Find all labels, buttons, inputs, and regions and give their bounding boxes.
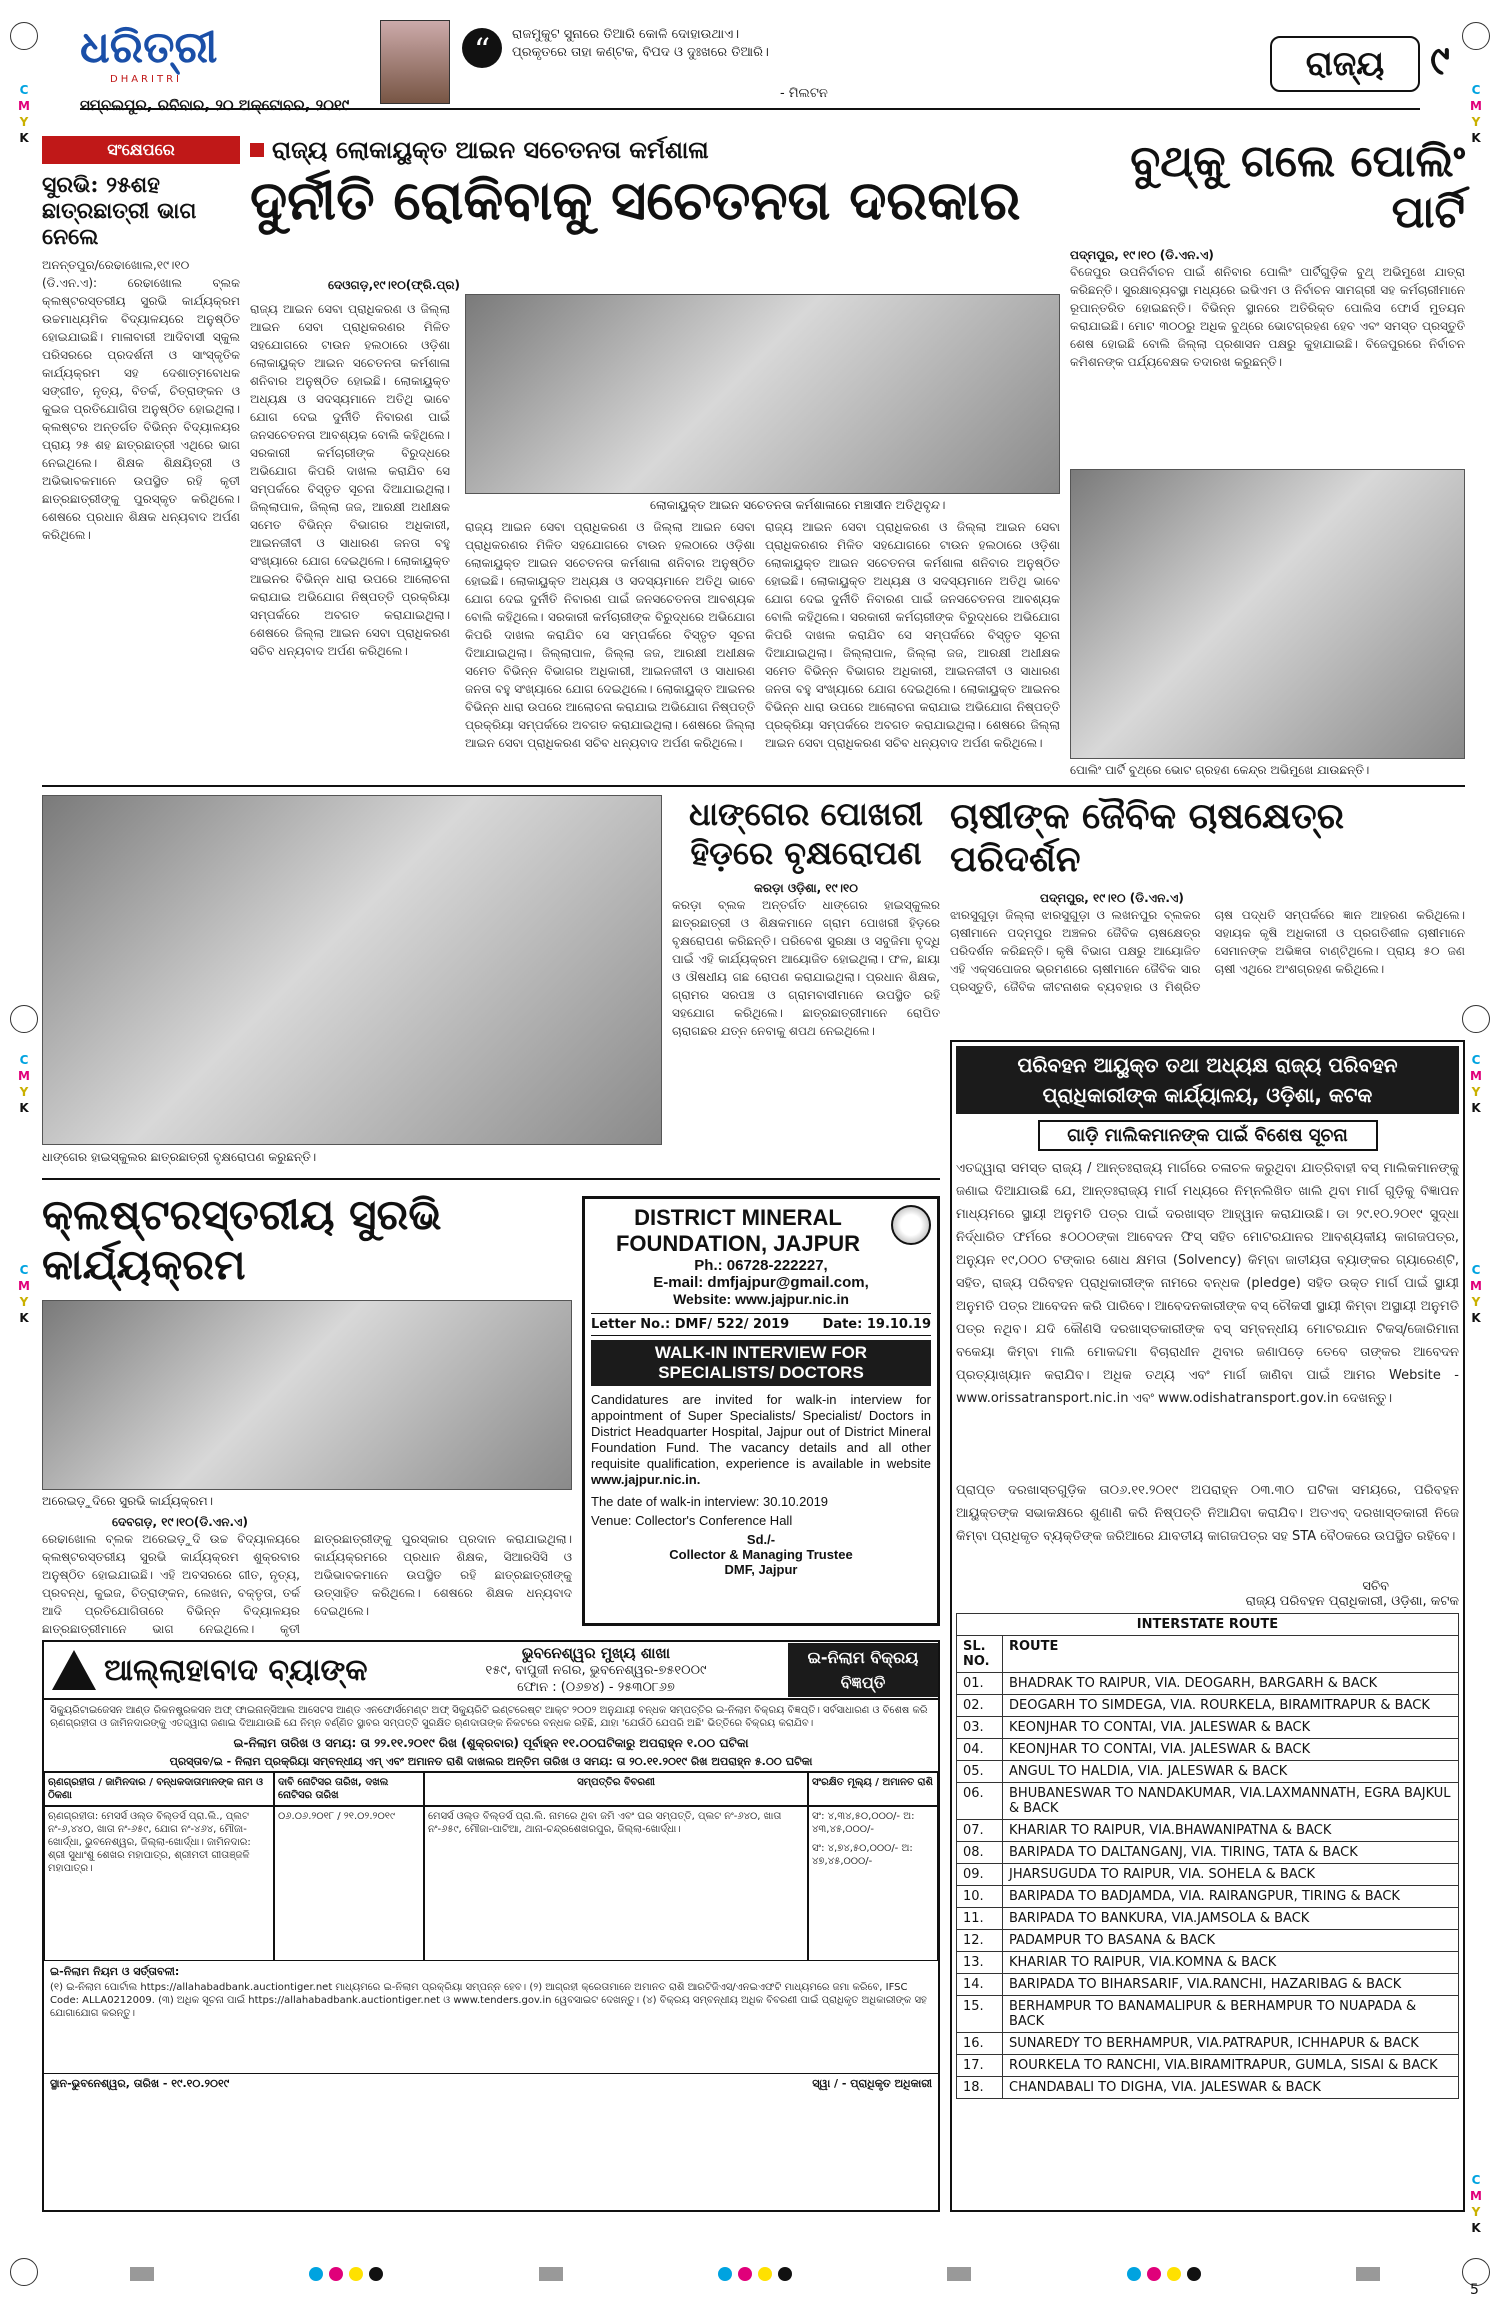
bank-auction-date: ଇ-ନିଲାମ ତାରିଖ ଓ ସମୟ: ତା ୨୨.୧୧.୨୦୧୯ ରିଖ (ଶୁକ୍ରବାର) ପୂର୍ବାହ୍ନ ୧୧.୦୦ଘଟିକାରୁ ଅପରାହ୍ନ ୧.୦୦ ଘଟିକା	[233, 1736, 749, 1750]
divider-mid	[42, 1178, 940, 1180]
ink-magenta-dot	[738, 2267, 752, 2281]
lokayukta-body-col2: ରାଜ୍ୟ ଆଇନ ସେବା ପ୍ରାଧିକରଣ ଓ ଜିଲ୍ଲା ଆଇନ ସେବା ପ୍ରାଧିକରଣର ମିଳିତ ସହଯୋଗରେ ଟାଉନ ହଲଠାରେ ଓଡ଼ିଶା ଲୋକାୟୁକ୍ତ ଆଇନ ସଚେତନତା କର୍ମଶାଳା ଶନିବାର ଅନୁଷ୍ଠିତ ହୋଇଛି। ଲୋକାୟୁକ୍ତ ଅଧ୍ୟକ୍ଷ ଓ ସଦସ୍ୟମାନେ ଅତିଥି ଭାବେ ଯୋଗ ଦେଇ ଦୁର୍ନୀତି ନିବାରଣ ପାଇଁ ଜନସଚେତନତା ଆବଶ୍ୟକ ବୋଲି କହିଥିଲେ। ସରକାରୀ କର୍ମଚାରୀଙ୍କ ବିରୁଦ୍ଧରେ ଅଭିଯୋଗ କିପରି ଦାଖଲ କରାଯିବ ସେ ସମ୍ପର୍କରେ ବିସ୍ତୃତ ସୂଚନା ଦିଆଯାଇଥିଲା। ଜିଲ୍ଲାପାଳ, ଜିଲ୍ଲା ଜଜ, ଆରକ୍ଷୀ ଅଧୀକ୍ଷକ ସମେତ ବିଭିନ୍ନ ବିଭାଗର ଅଧିକାରୀ, ଆଇନଜୀବୀ ଓ ସାଧାରଣ ଜନତା ବହୁ ସଂଖ୍ୟାରେ ଯୋଗ ଦେଇଥିଲେ। ଲୋକାୟୁକ୍ତ ଆଇନର ବିଭିନ୍ନ ଧାରା ଉପରେ ଆଲୋଚନା କରାଯାଇ ଅଭିଯୋଗ ନିଷ୍ପତ୍ତି ପ୍ରକ୍ରିୟା ସମ୍ପର୍କରେ ଅବଗତ କରାଯାଇଥିଲା। ଶେଷରେ ଜିଲ୍ଲା ଆଇନ ସେବା ପ୍ରାଧିକରଣ ସଚିବ ଧନ୍ୟବାଦ ଅର୍ପଣ କରିଥିଲେ।	[465, 520, 755, 750]
organic-farming-article	[950, 795, 1465, 1035]
tree-article	[672, 795, 940, 1165]
bank-reserve-2: ସଂ: ୪,୭୪,୫୦,୦୦୦/- ଅ: ୪୭,୪୫,୦୦୦/-	[812, 1843, 913, 1867]
bank-col-borrower: ଋଣଗ୍ରହୀତା / ଜାମିନଦାର / ବନ୍ଧକଦାତାମାନଙ୍କ ନାମ ଓ ଠିକଣା	[44, 1772, 274, 1806]
route-name-cell: ANGUL TO HALDIA, VIA. JALESWAR & BACK	[1003, 1761, 1459, 1783]
route-row	[957, 1996, 1459, 2033]
brand-logo-subtitle: DHARITRI	[110, 74, 182, 85]
route-sl-cell: 02.	[957, 1695, 1003, 1717]
route-name-cell: KHARIAR TO RAIPUR, VIA.KOMNA & BACK	[1003, 1952, 1459, 1974]
route-name-cell: JHARSUGUDA TO RAIPUR, VIA. SOHELA & BACK	[1003, 1864, 1459, 1886]
route-name-cell: KEONJHAR TO CONTAI, VIA. JALESWAR & BACK	[1003, 1717, 1459, 1739]
route-sl-cell: 15.	[957, 1996, 1003, 2033]
quote-line-2: ପ୍ରକୃତରେ ତାହା କଣ୍ଟକ, ବିପଦ ଓ ଦୁଃଖରେ ତିଆରି।	[512, 45, 769, 60]
cmyk-strip-left-top: C M Y K	[18, 83, 30, 145]
route-row	[957, 2055, 1459, 2077]
route-row	[957, 1952, 1459, 1974]
dmf-interview-date: The date of walk-in interview: 30.10.2019	[591, 1494, 829, 1509]
organic-byline: ପଦ୍ମପୁର, ୧୯।୧୦ (ଡି.ଏନ.ଏ)	[1040, 891, 1184, 905]
surabhi-photo-caption: ଅରେଇଡ଼ୁଦିରେ ସୁରଭି କାର୍ଯ୍ୟକ୍ରମ।	[42, 1494, 213, 1508]
lokayukta-byline: ଦେଓଗଡ଼,୧୯।୧୦(ଫ୍ରି.ପ୍ର)	[328, 278, 460, 292]
ink-yellow-dot	[349, 2267, 363, 2281]
tree-body: କରଡ଼ା ବ୍ଲକ ଅନ୍ତର୍ଗତ ଧାଙ୍ଗେର ହାଇସ୍କୁଲର ଛାତ୍ରଛାତ୍ରୀ ଓ ଶିକ୍ଷକମାନେ ଗ୍ରାମ ପୋଖରୀ ହିଡ଼ରେ ବୃକ୍ଷରୋପଣ କରିଛନ୍ତି। ପରିବେଶ ସୁରକ୍ଷା ଓ ସବୁଜିମା ବୃଦ୍ଧି ପାଇଁ ଏହି କାର୍ଯ୍ୟକ୍ରମ ଆୟୋଜିତ ହୋଇଥିଲା। ଫଳ, ଛାୟା ଓ ଔଷଧୀୟ ଗଛ ରୋପଣ କରାଯାଇଥିଲା। ପ୍ରଧାନ ଶିକ୍ଷକ, ଗ୍ରାମର ସରପଞ୍ଚ ଓ ଗ୍ରାମବାସୀମାନେ ଉପସ୍ଥିତ ରହି ସହଯୋଗ କରିଥିଲେ। ଛାତ୍ରଛାତ୍ରୀମାନେ ରୋପିତ ଚାରାଗଛର ଯତ୍ନ ନେବାକୁ ଶପଥ ନେଇଥିଲେ।	[672, 898, 940, 1038]
route-sl-cell: 07.	[957, 1820, 1003, 1842]
bank-header	[44, 1642, 938, 1700]
ink-dots-group	[1127, 2267, 1201, 2281]
ink-black-dot	[369, 2267, 383, 2281]
ink-dots-group	[718, 2267, 792, 2281]
bank-col-reserve: ସଂରକ୍ଷିତ ମୂଲ୍ୟ / ଅମାନତ ରାଶି	[808, 1772, 938, 1806]
organic-headline: ଚାଷୀଙ୍କ ଜୈବିକ ଚାଷକ୍ଷେତ୍ର ପରିଦର୍ଶନ	[950, 795, 1344, 880]
bank-name: ଆଲ୍ଲାହାବାଦ ବ୍ୟାଙ୍କ	[104, 1652, 368, 1688]
transport-sign-office: ରାଜ୍ୟ ପରିବହନ ପ୍ରାଧିକାରୀ, ଓଡ଼ିଶା, କଟକ	[1245, 1594, 1459, 1609]
route-sl-cell: 16.	[957, 2033, 1003, 2055]
lokayukta-body-col1: ରାଜ୍ୟ ଆଇନ ସେବା ପ୍ରାଧିକରଣ ଓ ଜିଲ୍ଲା ଆଇନ ସେବା ପ୍ରାଧିକରଣର ମିଳିତ ସହଯୋଗରେ ଟାଉନ ହଲଠାରେ ଓଡ଼ିଶା ଲୋକାୟୁକ୍ତ ଆଇନ ସଚେତନତା କର୍ମଶାଳା ଶନିବାର ଅନୁଷ୍ଠିତ ହୋଇଛି। ଲୋକାୟୁକ୍ତ ଅଧ୍ୟକ୍ଷ ଓ ସଦସ୍ୟମାନେ ଅତିଥି ଭାବେ ଯୋଗ ଦେଇ ଦୁର୍ନୀତି ନିବାରଣ ପାଇଁ ଜନସଚେତନତା ଆବଶ୍ୟକ ବୋଲି କହିଥିଲେ। ସରକାରୀ କର୍ମଚାରୀଙ୍କ ବିରୁଦ୍ଧରେ ଅଭିଯୋଗ କିପରି ଦାଖଲ କରାଯିବ ସେ ସମ୍ପର୍କରେ ବିସ୍ତୃତ ସୂଚନା ଦିଆଯାଇଥିଲା। ଜିଲ୍ଲାପାଳ, ଜିଲ୍ଲା ଜଜ, ଆରକ୍ଷୀ ଅଧୀକ୍ଷକ ସମେତ ବିଭିନ୍ନ ବିଭାଗର ଅଧିକାରୀ, ଆଇନଜୀବୀ ଓ ସାଧାରଣ ଜନତା ବହୁ ସଂଖ୍ୟାରେ ଯୋଗ ଦେଇଥିଲେ। ଲୋକାୟୁକ୍ତ ଆଇନର ବିଭିନ୍ନ ଧାରା ଉପରେ ଆଲୋଚନା କରାଯାଇ ଅଭିଯୋଗ ନିଷ୍ପତ୍ତି ପ୍ରକ୍ରିୟା ସମ୍ପର୍କରେ ଅବଗତ କରାଯାଇଥିଲା। ଶେଷରେ ଜିଲ୍ଲା ଆଇନ ସେବା ପ୍ରାଧିକରଣ ସଚିବ ଧନ୍ୟବାଦ ଅର୍ପଣ କରିଥିଲେ।	[250, 302, 450, 658]
lokayukta-headline: ଦୁର୍ନୀତି ରୋକିବାକୁ ସଚେତନତା ଦରକାର	[250, 168, 1021, 232]
route-row	[957, 1908, 1459, 1930]
transport-subhead: ଗାଡ଼ି ମାଲିକମାନଙ୍କ ପାଇଁ ବିଶେଷ ସୂଚନା	[1038, 1120, 1378, 1151]
transport-sign-title: ସଚିବ	[1362, 1579, 1389, 1594]
tree-byline: କରଡ଼ା ଓଡ଼ିଶା, ୧୯।୧୦	[754, 881, 858, 895]
divider-top	[42, 785, 1465, 787]
route-sl-cell: 09.	[957, 1864, 1003, 1886]
route-name-cell: BHADRAK TO RAIPUR, VIA. DEOGARH, BARGARH & BACK	[1003, 1673, 1459, 1695]
print-page-number: 5	[1470, 2282, 1479, 2298]
polling-body: ବିଜେପୁର ଉପନିର୍ବାଚନ ପାଇଁ ଶନିବାର ପୋଲିଂ ପାର୍ଟିଗୁଡ଼ିକ ବୁଥ୍ ଅଭିମୁଖେ ଯାତ୍ରା କରିଛନ୍ତି। ସୁରକ୍ଷାବ୍ୟବସ୍ଥା ମଧ୍ୟରେ ଇଭିଏମ ଓ ନିର୍ବାଚନ ସାମଗ୍ରୀ ସହ କର୍ମଚାରୀମାନେ ରୂପାନ୍ତରିତ ହୋଇଛନ୍ତି। ବିଭିନ୍ନ ସ୍ଥାନରେ ଅତିରିକ୍ତ ପୋଲିସ ଫୋର୍ସ ମୁତୟନ କରାଯାଇଛି। ମୋଟ ୩୦୦ରୁ ଅଧିକ ବୁଥ୍‌ରେ ଭୋଟଗ୍ରହଣ ହେବ ଏବଂ ସମସ୍ତ ପ୍ରସ୍ତୁତି ଶେଷ ହୋଇଛି ବୋଲି ଜିଲ୍ଲା ପ୍ରଶାସନ ପକ୍ଷରୁ କୁହାଯାଇଛି। ବିଜେପୁରରେ ନିର୍ବାଚନ କମିଶନଙ୍କ ପର୍ଯ୍ୟବେକ୍ଷକ ତଦାରଖ କରୁଛନ୍ତି।	[1070, 265, 1465, 369]
route-sl-cell: 18.	[957, 2077, 1003, 2099]
lokayukta-photo	[465, 294, 1060, 494]
ink-dots-group	[309, 2267, 383, 2281]
bank-terms: (୧) ଇ-ନିଲାମ ପୋର୍ଟାଲ https://allahabadbank.auctiontiger.net ମାଧ୍ୟମରେ ଇ-ନିଲାମ ପ୍ରକ୍ରିୟା ସମ୍ପନ୍ନ ହେବ। (୨) ଆଗ୍ରହୀ କ୍ରେତାମାନେ ଅମାନତ ରାଶି ଆରଟିଜିଏସ/ଏନଇଏଫଟି ମାଧ୍ୟମରେ ଜମା କରିବେ, IFSC Code: ALLA0212009. (୩) ଅଧିକ ସୂଚନା ପାଇଁ https://allahabadbank.auctiontiger.net ଓ www.tenders.gov.in ୱେବସାଇଟ ଦେଖନ୍ତୁ। (୪) ବିକ୍ରୟ ସମ୍ବନ୍ଧୀୟ ଅଧିକ ବିବରଣୀ ପାଇଁ ପ୍ରାଧିକୃତ ଅଧିକାରୀଙ୍କ ସହ ଯୋଗାଯୋଗ କରନ୍ତୁ।	[50, 1982, 927, 2019]
surabhi-photo	[42, 1300, 572, 1490]
ink-magenta-dot	[329, 2267, 343, 2281]
dmf-body	[591, 1392, 931, 1488]
cmyk-strip-right-low: C M Y K	[1470, 1263, 1482, 1325]
page-number: ୯	[1430, 38, 1450, 84]
route-name-cell: CHANDABALI TO DIGHA, VIA. JALESWAR & BACK	[1003, 2077, 1459, 2099]
route-row	[957, 1974, 1459, 1996]
route-row	[957, 1761, 1459, 1783]
cmyk-strip-right-mid: C M Y K	[1470, 1053, 1482, 1115]
route-sl-cell: 17.	[957, 2055, 1003, 2077]
surabhi-headline: କ୍ଲଷ୍ଟରସ୍ତରୀୟ ସୁରଭି କାର୍ଯ୍ୟକ୍ରମ	[42, 1190, 442, 1289]
tree-plantation-photo	[42, 795, 662, 1145]
transport-banner	[956, 1046, 1459, 1114]
route-sl-cell: 08.	[957, 1842, 1003, 1864]
route-sl-cell: 06.	[957, 1783, 1003, 1820]
bank-branch: ଭୁବନେଶ୍ୱର ମୁଖ୍ୟ ଶାଖା	[521, 1643, 671, 1662]
brief-body: ଅନନ୍ତପୁର/ରେଢାଖୋଲ,୧୯।୧୦ (ଡି.ଏନ.ଏ): ରେଢାଖୋଲ ବ୍ଲକ କ୍ଲଷ୍ଟରସ୍ତରୀୟ ସୁରଭି କାର୍ଯ୍ୟକ୍ରମ ଉଚ୍ଚମାଧ୍ୟମିକ ବିଦ୍ୟାଳୟରେ ଅନୁଷ୍ଠିତ ହୋଇଯାଇଛି। ମାଳାବାରୀ ଆଦିବାସୀ ସ୍କୁଲ ପରିସରରେ ପ୍ରଦର୍ଶନୀ ଓ ସାଂସ୍କୃତିକ କାର୍ଯ୍ୟକ୍ରମ ସହ ଦେଶାତ୍ମବୋଧକ ସଙ୍ଗୀତ, ନୃତ୍ୟ, ବିତର୍କ, ଚିତ୍ରାଙ୍କନ ଓ କୁଇଜ ପ୍ରତିଯୋଗିତା ଅନୁଷ୍ଠିତ ହୋଇଥିଲା। କ୍ଲଷ୍ଟର ଅନ୍ତର୍ଗତ ବିଭିନ୍ନ ବିଦ୍ୟାଳୟର ପ୍ରାୟ ୨୫ ଶହ ଛାତ୍ରଛାତ୍ରୀ ଏଥିରେ ଭାଗ ନେଇଥିଲେ। ଶିକ୍ଷକ ଶିକ୍ଷୟିତ୍ରୀ ଓ ଅଭିଭାବକମାନେ ଉପସ୍ଥିତ ରହି କୃତୀ ଛାତ୍ରଛାତ୍ରୀଙ୍କୁ ପୁରସ୍କୃତ କରିଥିଲେ। ଶେଷରେ ପ୍ରଧାନ ଶିକ୍ଷକ ଧନ୍ୟବାଦ ଅର୍ପଣ କରିଥିଲେ।	[42, 258, 240, 542]
registration-mark-top-right	[1462, 22, 1490, 50]
bank-row-dates: ୦୬.୦୬.୨୦୧୮ / ୨୧.୦୨.୨୦୧୯	[274, 1806, 424, 1961]
route-row	[957, 1842, 1459, 1864]
route-table-col-route: ROUTE	[1003, 1636, 1459, 1673]
dmf-advertisement	[582, 1196, 940, 1626]
route-row	[957, 1695, 1459, 1717]
route-sl-cell: 04.	[957, 1739, 1003, 1761]
registration-mark-mid-left	[10, 1005, 38, 1033]
cmyk-strip-left-low: C M Y K	[18, 1263, 30, 1325]
bank-intro: ସିକ୍ୟୁରିଟାଇଜେସନ ଆଣ୍ଡ ରିକନଷ୍ଟ୍ରକସନ ଅଫ୍ ଫାଇନାନ୍ସିଆଲ ଆସେଟସ ଆଣ୍ଡ ଏନଫୋର୍ସମେଣ୍ଟ ଅଫ୍ ସିକ୍ୟୁରିଟି ଇଣ୍ଟରେଷ୍ଟ ଆକ୍ଟ ୨୦୦୨ ଅନୁଯାୟୀ ବନ୍ଧକ ସମ୍ପତ୍ତିର ଇ-ନିଲାମ ବିକ୍ରୟ ବିଜ୍ଞପ୍ତି। ସର୍ବସାଧାରଣ ଓ ବିଶେଷ କରି ଋଣଗ୍ରହୀତା ଓ ଜାମିନଦାରଙ୍କୁ ଏତଦ୍ଦ୍ୱାରା ଜଣାଇ ଦିଆଯାଉଛି ଯେ ନିମ୍ନ ବର୍ଣ୍ଣିତ ସ୍ଥାବର ସମ୍ପତ୍ତି ସୁରକ୍ଷିତ ଋଣଦାତାଙ୍କ ନିକଟରେ ବନ୍ଧକ ରହିଛି, ଯାହା 'ଯେଉଁଠି ଯେପରି ଅଛି' ଭିତ୍ତିରେ ବିକ୍ରୟ କରାଯିବ।	[50, 1705, 928, 1729]
surabhi-byline: ଦେବଗଡ଼, ୧୯।୧୦(ଡି.ଏନ.ଏ)	[112, 1515, 248, 1529]
bank-col-dates: ଦାବି ନୋଟିସର ତାରିଖ, ଦଖଲ ନୋଟିସର ତାରିଖ	[274, 1772, 424, 1806]
cmyk-strip-right-top: C M Y K	[1470, 83, 1482, 145]
route-name-cell: KEONJHAR TO CONTAI, VIA. JALESWAR & BACK	[1003, 1739, 1459, 1761]
masthead	[80, 18, 1450, 114]
bank-address: ୧୫୯, ବାପୁଜୀ ନଗର, ଭୁବନେଶ୍ୱର-୭୫୧୦୦୯	[485, 1662, 707, 1678]
registration-mark-mid-right	[1462, 1005, 1490, 1033]
ink-gray-bar	[539, 2267, 563, 2281]
route-table-body	[957, 1673, 1459, 2099]
route-row	[957, 1886, 1459, 1908]
dmf-letter-no: Letter No.: DMF/ 522/ 2019	[591, 1317, 790, 1332]
bank-col-property: ସମ୍ପତ୍ତିର ବିବରଣୀ	[424, 1772, 808, 1806]
ink-cyan-dot	[1127, 2267, 1141, 2281]
dmf-phone: Ph.: 06728-222227,	[694, 1257, 828, 1274]
dmf-letter-row	[591, 1313, 931, 1336]
bank-table	[44, 1772, 938, 1961]
polling-photo	[1070, 469, 1465, 759]
brief-headline-2: ଛାତ୍ରଛାତ୍ରୀ ଭାଗ ନେଲେ	[42, 198, 197, 250]
brief-headline-1: ସୁରଭି: ୨୫ଶହ	[42, 172, 160, 198]
ink-gray-bar	[947, 2267, 971, 2281]
route-table-title: INTERSTATE ROUTE	[957, 1614, 1459, 1636]
quote-line-1: ରାଜମୁକୁଟ ସୁନାରେ ତିଆରି କୋଳି ଦୋହାଉଥାଏ।	[512, 27, 740, 42]
route-name-cell: PADAMPUR TO BASANA & BACK	[1003, 1930, 1459, 1952]
dmf-body-link[interactable]: www.jajpur.nic.in.	[591, 1472, 701, 1487]
bank-row-reserve	[808, 1806, 938, 1961]
ink-yellow-dot	[758, 2267, 772, 2281]
brand-logo: ଧରିତ୍ରୀ	[80, 22, 218, 73]
dmf-website: Website: www.jajpur.nic.in	[673, 1291, 849, 1307]
route-row	[957, 2077, 1459, 2099]
polling-article	[1070, 136, 1465, 776]
polling-byline: ପଦ୍ମପୁର, ୧୯।୧୦ (ଡି.ଏନ.ଏ)	[1070, 248, 1214, 262]
ink-gray-bar	[1356, 2267, 1380, 2281]
transport-banner-line-2: ପ୍ରାଧିକାରୀଙ୍କ କାର୍ଯ୍ୟାଳୟ, ଓଡ଼ିଶା, କଟକ	[1042, 1083, 1373, 1107]
bank-row-borrower: ଋଣଗ୍ରହୀତା: ମେସର୍ସ ଓଲ୍ଡ ବିଲ୍ଡର୍ସ ପ୍ରା.ଲି., ପ୍ଲଟ ନଂ-୬,୪୪୦, ଖାତା ନଂ-୬୫୯, ଯୋଗ ନଂ-୪୬୪, ମୌଜା-ଖୋର୍ଦ୍ଧା, ଭୁବନେଶ୍ୱର, ଜିଲ୍ଲା-ଖୋର୍ଦ୍ଧା। ଜାମିନଦାର: ଶ୍ରୀ ସୁଧାଂଶୁ ଶେଖର ମହାପାତ୍ର, ଶ୍ରୀମତୀ ଗୀତାଞ୍ଜଳି ମହାପାତ୍ର।	[44, 1806, 274, 1961]
bank-footer-place: ସ୍ଥାନ-ଭୁବନେଶ୍ୱର, ତାରିଖ - ୧୯.୧୦.୨୦୧୯	[50, 2077, 230, 2090]
route-name-cell: BERHAMPUR TO BANAMALIPUR & BERHAMPUR TO NUAPADA & BACK	[1003, 1996, 1459, 2033]
quote-icon: “	[462, 28, 502, 68]
lokayukta-body-col3: ରାଜ୍ୟ ଆଇନ ସେବା ପ୍ରାଧିକରଣ ଓ ଜିଲ୍ଲା ଆଇନ ସେବା ପ୍ରାଧିକରଣର ମିଳିତ ସହଯୋଗରେ ଟାଉନ ହଲଠାରେ ଓଡ଼ିଶା ଲୋକାୟୁକ୍ତ ଆଇନ ସଚେତନତା କର୍ମଶାଳା ଶନିବାର ଅନୁଷ୍ଠିତ ହୋଇଛି। ଲୋକାୟୁକ୍ତ ଅଧ୍ୟକ୍ଷ ଓ ସଦସ୍ୟମାନେ ଅତିଥି ଭାବେ ଯୋଗ ଦେଇ ଦୁର୍ନୀତି ନିବାରଣ ପାଇଁ ଜନସଚେତନତା ଆବଶ୍ୟକ ବୋଲି କହିଥିଲେ। ସରକାରୀ କର୍ମଚାରୀଙ୍କ ବିରୁଦ୍ଧରେ ଅଭିଯୋଗ କିପରି ଦାଖଲ କରାଯିବ ସେ ସମ୍ପର୍କରେ ବିସ୍ତୃତ ସୂଚନା ଦିଆଯାଇଥିଲା। ଜିଲ୍ଲାପାଳ, ଜିଲ୍ଲା ଜଜ, ଆରକ୍ଷୀ ଅଧୀକ୍ଷକ ସମେତ ବିଭିନ୍ନ ବିଭାଗର ଅଧିକାରୀ, ଆଇନଜୀବୀ ଓ ସାଧାରଣ ଜନତା ବହୁ ସଂଖ୍ୟାରେ ଯୋଗ ଦେଇଥିଲେ। ଲୋକାୟୁକ୍ତ ଆଇନର ବିଭିନ୍ନ ଧାରା ଉପରେ ଆଲୋଚନା କରାଯାଇ ଅଭିଯୋଗ ନିଷ୍ପତ୍ତି ପ୍ରକ୍ରିୟା ସମ୍ପର୍କରେ ଅବଗତ କରାଯାଇଥିଲା। ଶେଷରେ ଜିଲ୍ଲା ଆଇନ ସେବା ପ୍ରାଧିକରଣ ସଚିବ ଧନ୍ୟବାଦ ଅର୍ପଣ କରିଥିଲେ।	[765, 520, 1060, 750]
dmf-header	[591, 1205, 931, 1257]
interstate-route-table	[956, 1613, 1459, 2099]
route-sl-cell: 12.	[957, 1930, 1003, 1952]
route-name-cell: BARIPADA TO BADJAMDA, VIA. RAIRANGPUR, TIRING & BACK	[1003, 1886, 1459, 1908]
brief-label: ସଂକ୍ଷେପରେ	[42, 136, 240, 164]
route-name-cell: BARIPADA TO BIHARSARIF, VIA.RANCHI, HAZARIBAG & BACK	[1003, 1974, 1459, 1996]
route-row	[957, 1930, 1459, 1952]
route-sl-cell: 13.	[957, 1952, 1003, 1974]
dmf-banner-line-2: SPECIALISTS/ DOCTORS	[658, 1363, 864, 1382]
route-row	[957, 1673, 1459, 1695]
registration-mark-bottom-left	[10, 2258, 38, 2286]
dmf-sign-2: DMF, Jajpur	[724, 1562, 798, 1577]
kicker-square-icon	[250, 143, 264, 157]
ink-black-dot	[1187, 2267, 1201, 2281]
dmf-venue: Venue: Collector's Conference Hall	[591, 1513, 793, 1528]
route-row	[957, 1717, 1459, 1739]
tree-headline-1: ଧାଙ୍ଗେର ପୋଖରୀ	[689, 795, 923, 833]
transport-body: ଏତଦ୍ଦ୍ୱାରା ସମସ୍ତ ରାଜ୍ୟ / ଆନ୍ତଃରାଜ୍ୟ ମାର୍ଗରେ ଚଳାଚଳ କରୁଥିବା ଯାତ୍ରିବାହୀ ବସ୍ ମାଲିକମାନଙ୍କୁ ଜଣାଇ ଦିଆଯାଉଛି ଯେ, ଆନ୍ତଃରାଜ୍ୟ ମାର୍ଗ ମଧ୍ୟରେ ନିମ୍ନଲିଖିତ ଖାଲି ଥିବା ମାର୍ଗ ଗୁଡ଼ିକୁ ବିଜ୍ଞାପନ ମାଧ୍ୟମରେ ସ୍ଥାୟୀ ଅନୁମତି ପତ୍ର ପାଇଁ ଦରଖାସ୍ତ ଆହ୍ୱାନ କରାଯାଉଛି। ଡା ୨୯.୧୦.୨୦୧୯ ସୁଦ୍ଧା ନିର୍ଦ୍ଧାରିତ ଫର୍ମରେ ୫୦୦୦ଙ୍କା ଆବେଦନ ଫିସ୍ ସହିତ ମୋଟରଯାନର ଆବଶ୍ୟକୀୟ କାଗଜପତ୍ର, ଅନ୍ୟୁନ ୧୯,୦୦୦ ଟଙ୍କାର ଶୋଧ କ୍ଷମତା (Solvency) କିମ୍ବା ଜାତୀୟତା ବ୍ୟାଙ୍କର ଗ୍ୟାରେଣ୍ଟି, ସହିତ, ରାଜ୍ୟ ପରିବହନ ପ୍ରାଧିକାରୀଙ୍କ ନାମରେ ବନ୍ଧକ (pledge) ସହିତ ଉକ୍ତ ମାର୍ଗ ପାଇଁ ସ୍ଥାୟୀ ଅନୁମତି ପତ୍ର ଆବେଦନ କରି ପାରିବେ। ଆବେଦନକାରୀଙ୍କ ବସ୍ ଚୌକସୀ ସ୍ଥାୟୀ କିମ୍ବା ଅସ୍ଥାୟୀ ଅନୁମତି ପତ୍ର ନଥିବ। ଯଦି କୌଣସି ଦରଖାସ୍ତକାରୀଙ୍କ ବସ୍ ସମ୍ବନ୍ଧୀୟ ମୋଟରଯାନ ଟିକସ୍/ଜୋରିମାନା ବକେୟା କିମ୍ବା ମାଲି ମୋକଦ୍ଦମା ବିଚାରାଧୀନ ଥିବାର ଜଣାପଡ଼େ ତେବେ ତାଙ୍କର ଆବେଦନ ପ୍ରତ୍ୟାଖ୍ୟାନ କରାଯିବ। ଅଧିକ ତଥ୍ୟ ଏବଂ ମାର୍ଗ ଜାଣିବା ପାଇଁ ଆମର Website - www.orissatransport.nic.in ଏବଂ www.odishatransport.gov.in ଦେଖନ୍ତୁ।	[956, 1161, 1459, 1406]
lokayukta-article	[250, 136, 1060, 776]
route-row	[957, 1864, 1459, 1886]
transport-notice	[950, 1040, 1465, 2212]
bank-emd-date: ପ୍ରସ୍ତାବ/ଇ - ନିଲାମ ପ୍ରକ୍ରିୟା ସମ୍ବନ୍ଧୀୟ ଏମ୍ ଏବଂ ଅମାନତ ରାଶି ଦାଖଲର ଅନ୍ତିମ ତାରିଖ ଓ ସମୟ: ତା ୨୦.୧୧.୨୦୧୯ ରିଖ ଅପରାହ୍ନ ୫.୦୦ ଘଟିକା	[44, 1753, 938, 1772]
tree-headline-2: ହିଡ଼ରେ ବୃକ୍ଷରୋପଣ	[690, 834, 922, 872]
bank-row-property: ମେସର୍ସ ଓଲ୍ଡ ବିଲ୍ଡର୍ସ ପ୍ରା.ଲି. ନାମରେ ଥିବା ଜମି ଏବଂ ଘର ସମ୍ପତ୍ତି, ପ୍ଲଟ ନଂ-୬୪୦, ଖାତା ନଂ-୬୫୯, ମୌଜା-ପାଟିଆ, ଥାନା-ଚନ୍ଦ୍ରଶେଖରପୁର, ଜିଲ୍ଲା-ଖୋର୍ଦ୍ଧା।	[424, 1806, 808, 1961]
transport-body-hearing: ପ୍ରାପ୍ତ ଦରଖାସ୍ତଗୁଡ଼ିକ ତା୦୬.୧୧.୨୦୧୯ ଅପରାହ୍ନ ୦୩.୩୦ ଘଟିକା ସମୟରେ, ପରିବହନ ଆୟୁକ୍ତଙ୍କ ସଭାକକ୍ଷରେ ଶୁଣାଣି କରି ନିଷ୍ପତ୍ତି ନିଆଯିବା କରାଯିବ। ଅତଏବ୍ ଦରଖାସ୍ତକାରୀ ନିଜେ କିମ୍ବା ପ୍ରାଧିକୃତ ବ୍ୟକ୍ତିଙ୍କ ଜରିଆରେ ଯାବତୀୟ କାଗଜପତ୍ର ସହ STA ବୈଠକରେ ଉପସ୍ଥିତ ରହିବେ।	[956, 1483, 1459, 1544]
bank-branch-block	[404, 1645, 788, 1696]
bank-phone: ଫୋନ : (୦୬୭୪) - ୨୫୩୦୮୬୭	[517, 1679, 675, 1695]
ink-cyan-dot	[718, 2267, 732, 2281]
route-name-cell: KHARIAR TO RAIPUR, VIA.BHAWANIPATNA & BACK	[1003, 1820, 1459, 1842]
registration-mark-top-left	[10, 22, 38, 50]
dmf-email: E-mail: dmfjajpur@gmail.com,	[653, 1274, 869, 1291]
ink-black-dot	[778, 2267, 792, 2281]
lokayukta-kicker: ରାଜ୍ୟ ଲୋକାୟୁକ୍ତ ଆଇନ ସଚେତନତା କର୍ମଶାଳା	[250, 136, 1060, 164]
dmf-sign-1: Collector & Managing Trustee	[669, 1547, 853, 1562]
cmyk-strip-right-bottom: C M Y K	[1470, 2173, 1482, 2235]
route-row	[957, 2033, 1459, 2055]
polling-photo-caption: ପୋଲିଂ ପାର୍ଟି ବୁଥ୍‌ରେ ଭୋଟ ଗ୍ରହଣ କେନ୍ଦ୍ର ଅଭିମୁଖେ ଯାଉଛନ୍ତି।	[1070, 763, 1370, 777]
surabhi-article	[42, 1190, 572, 1636]
route-sl-cell: 11.	[957, 1908, 1003, 1930]
polling-headline: ବୁଥ୍‌କୁ ଗଲେ ପୋଲିଂ ପାର୍ଟି	[1130, 136, 1465, 238]
bank-logo-icon	[52, 1650, 96, 1690]
allahabad-bank-notice	[42, 1640, 940, 2212]
bank-terms-head: ଇ-ନିଲାମ ନିୟମ ଓ ସର୍ତ୍ତାବଳୀ:	[50, 1965, 180, 1978]
dmf-walkin-banner	[591, 1340, 931, 1386]
quote-of-the-day	[512, 26, 932, 62]
route-name-cell: DEOGARH TO SIMDEGA, VIA. ROURKELA, BIRAMITRAPUR & BACK	[1003, 1695, 1459, 1717]
cmyk-strip-left-mid: C M Y K	[18, 1053, 30, 1115]
route-sl-cell: 10.	[957, 1886, 1003, 1908]
dmf-banner-line-1: WALK-IN INTERVIEW FOR	[654, 1343, 868, 1362]
route-sl-cell: 01.	[957, 1673, 1003, 1695]
surabhi-body: ରେଢାଖୋଲ ବ୍ଲକ ଅରେଇଡ଼ୁଦି ଉଚ୍ଚ ବିଦ୍ୟାଳୟରେ କ୍ଲଷ୍ଟରସ୍ତରୀୟ ସୁରଭି କାର୍ଯ୍ୟକ୍ରମ ଶୁକ୍ରବାର ଅନୁଷ୍ଠିତ ହୋଇଯାଇଛି। ଏହି ଅବସରରେ ଗୀତ, ନୃତ୍ୟ, ପ୍ରବନ୍ଧ, କୁଇଜ, ଚିତ୍ରାଙ୍କନ, ଲେଖନ, ବକ୍ତୃତା, ତର୍କ ଆଦି ପ୍ରତିଯୋଗିତାରେ ବିଭିନ୍ନ ବିଦ୍ୟାଳୟର ଛାତ୍ରଛାତ୍ରୀମାନେ ଭାଗ ନେଇଥିଲେ। କୃତୀ ଛାତ୍ରଛାତ୍ରୀଙ୍କୁ ପୁରସ୍କାର ପ୍ରଦାନ କରାଯାଇଥିଲା। କାର୍ଯ୍ୟକ୍ରମରେ ପ୍ରଧାନ ଶିକ୍ଷକ, ସିଆରସିସି ଓ ଅଭିଭାବକମାନେ ଉପସ୍ଥିତ ରହି ଛାତ୍ରଛାତ୍ରୀଙ୍କୁ ଉତ୍ସାହିତ କରିଥିଲେ। ଶେଷରେ ଶିକ୍ଷକ ଧନ୍ୟବାଦ ଦେଇଥିଲେ।	[42, 1532, 572, 1636]
ink-cyan-dot	[309, 2267, 323, 2281]
route-name-cell: SUNAREDY TO BERHAMPUR, VIA.PATRAPUR, ICHHAPUR & BACK	[1003, 2033, 1459, 2055]
quote-author: - ମିଲଟନ	[780, 86, 828, 101]
odisha-emblem-icon	[891, 1205, 931, 1245]
bank-reserve-1: ସଂ: ୪,୩୪,୫୦,୦୦୦/- ଅ: ୪୩,୪୫,୦୦୦/-	[812, 1811, 915, 1835]
route-row	[957, 1739, 1459, 1761]
tree-photo-caption: ଧାଙ୍ଗେର ହାଇସ୍କୁଲର ଛାତ୍ରଛାତ୍ରୀ ବୃକ୍ଷରୋପଣ କରୁଛନ୍ତି।	[42, 1150, 317, 1164]
dmf-sd: Sd./-	[746, 1532, 776, 1547]
route-sl-cell: 03.	[957, 1717, 1003, 1739]
route-sl-cell: 05.	[957, 1761, 1003, 1783]
dateline: ସମ୍ବଲପୁର, ରବିବାର, ୨୦ ଅକ୍ଟୋବର, ୨୦୧୯	[80, 96, 350, 114]
bank-footer-sign: ସ୍ୱା / - ପ୍ରାଧିକୃତ ଅଧିକାରୀ	[812, 2077, 932, 2090]
dmf-body-text: Candidatures are invited for walk-in interview for appointment of Super Specialists/ Specialist/ Doctors in District Headquarter Hospital, Jajpur out of District Mineral Foundation Fund. The vacancy details and all other requisite qualification, experience is available in website	[591, 1392, 931, 1471]
route-name-cell: ROURKELA TO RANCHI, VIA.BIRAMITRAPUR, GUMLA, SISAI & BACK	[1003, 2055, 1459, 2077]
route-sl-cell: 14.	[957, 1974, 1003, 1996]
print-color-bar	[130, 2264, 1380, 2284]
route-name-cell: BHUBANESWAR TO NANDAKUMAR, VIA.LAXMANNATH, EGRA BAJKUL & BACK	[1003, 1783, 1459, 1820]
brief-column	[42, 136, 240, 776]
dmf-name-line-1: DISTRICT MINERAL	[634, 1205, 842, 1230]
route-name-cell: BARIPADA TO DALTANGANJ, VIA. TIRING, TATA & BACK	[1003, 1842, 1459, 1864]
bank-footer	[44, 2073, 938, 2094]
lokayukta-photo-caption: ଲୋକାୟୁକ୍ତ ଆଇନ ସଚେତନତା କର୍ମଶାଳାରେ ମଞ୍ଚାସୀନ ଅତିଥିବୃନ୍ଦ।	[650, 498, 946, 512]
route-table-col-sl: SL. NO.	[957, 1636, 1003, 1673]
organic-body: ଝାରସୁଗୁଡ଼ା ଜିଲ୍ଲା ଝାରସୁଗୁଡ଼ା ଓ ଲଖନପୁର ବ୍ଲକର ଚାଷୀମାନେ ପଦ୍ମପୁର ଅଞ୍ଚଳର ଜୈବିକ ଚାଷକ୍ଷେତ୍ର ପରିଦର୍ଶନ କରିଛନ୍ତି। କୃଷି ବିଭାଗ ପକ୍ଷରୁ ଆୟୋଜିତ ଏହି ଏକ୍ସପୋଜର ଭ୍ରମଣରେ ଚାଷୀମାନେ ଜୈବିକ ସାର ପ୍ରସ୍ତୁତି, ଜୈବିକ କୀଟନାଶକ ବ୍ୟବହାର ଓ ମିଶ୍ରିତ ଚାଷ ପଦ୍ଧତି ସମ୍ପର୍କରେ ଜ୍ଞାନ ଆହରଣ କରିଥିଲେ। ସହାୟକ କୃଷି ଅଧିକାରୀ ଓ ପ୍ରଗତିଶୀଳ ଚାଷୀମାନେ ସେମାନଙ୍କ ଅଭିଜ୍ଞତା ବାଣ୍ଟିଥିଲେ। ପ୍ରାୟ ୫୦ ଜଣ ଚାଷୀ ଏଥିରେ ଅଂଶଗ୍ରହଣ କରିଥିଲେ।	[950, 908, 1465, 994]
transport-banner-line-1: ପରିବହନ ଆୟୁକ୍ତ ତଥା ଅଧ୍ୟକ୍ଷ ରାଜ୍ୟ ପରିବହନ	[1017, 1053, 1398, 1077]
route-name-cell: BARIPADA TO BANKURA, VIA.JAMSOLA & BACK	[1003, 1908, 1459, 1930]
bank-auction-notice-label: ଇ-ନିଲାମ ବିକ୍ରୟ ବିଜ୍ଞପ୍ତି	[788, 1643, 938, 1697]
section-title: ରାଜ୍ୟ	[1270, 36, 1420, 92]
ink-gray-bar	[130, 2267, 154, 2281]
author-portrait	[380, 20, 450, 104]
route-row	[957, 1783, 1459, 1820]
dmf-name-line-2: FOUNDATION, JAJPUR	[615, 1231, 861, 1256]
ink-magenta-dot	[1147, 2267, 1161, 2281]
route-row	[957, 1820, 1459, 1842]
ink-yellow-dot	[1167, 2267, 1181, 2281]
dmf-letter-date: Date: 19.10.19	[822, 1317, 931, 1332]
